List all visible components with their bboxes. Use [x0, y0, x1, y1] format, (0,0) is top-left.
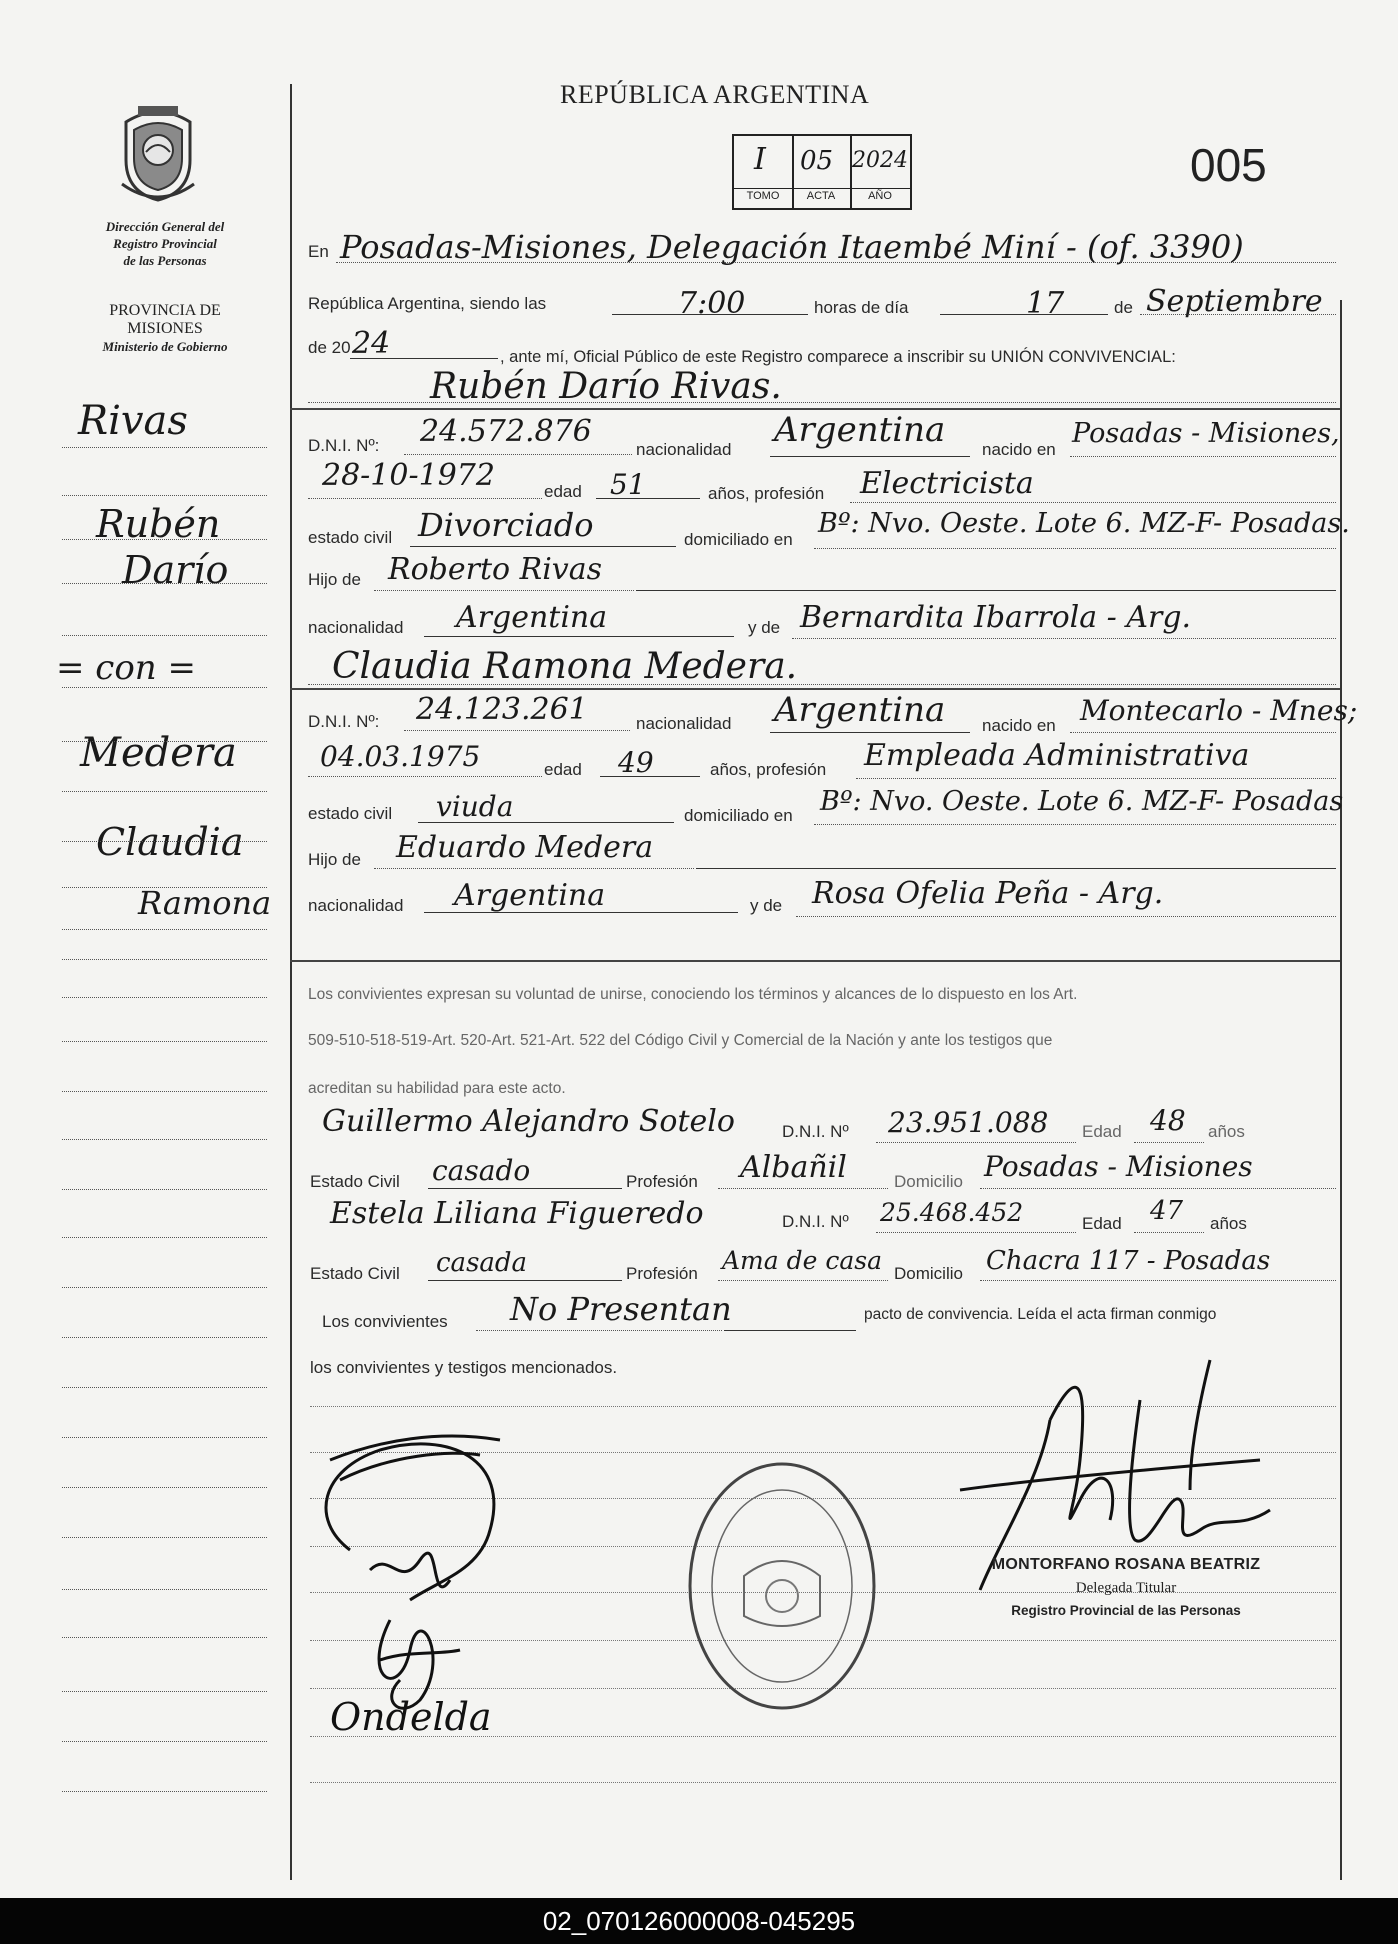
margin-dotted-line [62, 1486, 267, 1488]
witness1-age: 48 [1150, 1104, 1186, 1137]
margin-dotted-line [62, 1336, 267, 1338]
official-stamp [682, 1456, 882, 1716]
margin-note: = con = [56, 648, 197, 688]
witness2-dni: 25.468.452 [880, 1198, 1024, 1227]
republic-label: República Argentina, siendo las [308, 294, 547, 313]
witness1-age-label: Edad [1082, 1122, 1122, 1141]
person1-profession-label: años, profesión [708, 484, 825, 503]
person2-age-label: edad [544, 760, 582, 779]
person1-dni-label: D.N.I. Nº: [308, 436, 380, 455]
person2-father-nat: Argentina [454, 878, 606, 913]
sheet-number: 005 [1190, 139, 1267, 191]
official-name: MONTORFANO ROSANA BEATRIZ [991, 1556, 1261, 1573]
act-day: 17 [1026, 286, 1065, 321]
margin-dotted-line [62, 1286, 267, 1288]
closing-line2: los convivientes y testigos mencionados. [310, 1358, 618, 1377]
margin-note: Rubén [96, 502, 221, 546]
province-emblem [112, 100, 204, 204]
convivientes-signatures [290, 1400, 560, 1780]
margin-dotted-line [62, 958, 267, 960]
person2-age: 49 [618, 746, 654, 779]
document-code-bar [0, 1898, 1398, 1944]
person1-father: Roberto Rivas [388, 552, 603, 587]
hour-label: horas de día [814, 298, 909, 317]
person1-birthdate: 28-10-1972 [322, 458, 495, 493]
person2-profession-label: años, profesión [710, 760, 827, 779]
margin-note: Medera [80, 730, 237, 776]
person1-name: Rubén Darío Rivas. [430, 366, 782, 407]
ministry-name: Ministerio de Gobierno [102, 339, 228, 354]
margin-dotted-line [62, 1040, 267, 1042]
margin-dotted-line [62, 1588, 267, 1590]
anio-value: 2024 [852, 148, 908, 173]
acta-label: ACTA [806, 190, 836, 202]
person1-age-label: edad [544, 482, 582, 501]
person1-nationality-label: nacionalidad [636, 440, 732, 459]
org-name-line1: Dirección General del [105, 219, 225, 234]
witness1-profession-label: Profesión [626, 1172, 698, 1191]
official-office: Registro Provincial de las Personas [1011, 1603, 1241, 1618]
witness2-profession: Ama de casa [722, 1246, 882, 1275]
margin-dotted-line [62, 1790, 267, 1792]
tomo-label: TOMO [746, 190, 780, 202]
person2-name: Claudia Ramona Medera. [332, 646, 798, 687]
witness2-profession-label: Profesión [626, 1264, 698, 1283]
person2-dni: 24.123.261 [416, 692, 588, 727]
declaration-line3: acreditan su habilidad para este acto. [308, 1080, 566, 1097]
person2-nationality: Argentina [774, 690, 946, 730]
margin-dotted-line [62, 1690, 267, 1692]
person1-age: 51 [610, 468, 646, 501]
person2-civil: viuda [436, 790, 514, 823]
person2-birthdate: 04.03.1975 [320, 740, 481, 773]
person2-address-label: domiciliado en [684, 806, 793, 825]
person2-civil-label: estado civil [308, 804, 393, 823]
person2-father-nat-label: nacionalidad [308, 896, 404, 915]
person2-born: Montecarlo - Mnes; [1080, 694, 1358, 727]
declaration-line2: 509-510-518-519-Art. 520-Art. 521-Art. 522 del Código Civil y Comercial de la Nación y ante los testigos que [308, 1032, 1053, 1049]
person1-father-nat: Argentina [456, 600, 608, 635]
person1-civil: Divorciado [418, 506, 594, 544]
witness2-address-label: Domicilio [894, 1264, 963, 1283]
person1-dni: 24.572.876 [420, 414, 592, 449]
act-place: Posadas-Misiones, Delegación Itaembé Miní - (of. 3390) [340, 228, 1244, 266]
witness1-dni: 23.951.088 [888, 1106, 1049, 1139]
margin-dotted-line [62, 928, 267, 930]
en-label: En [308, 242, 329, 261]
margin-dotted-line [62, 634, 267, 636]
margin-dotted-line [62, 582, 267, 584]
witness1-civil: casado [432, 1154, 531, 1187]
org-name-line3: de las Personas [123, 253, 207, 268]
witness1-profession: Albañil [740, 1150, 847, 1185]
margin-dotted-line [62, 1740, 267, 1742]
margin-note: Rivas [78, 398, 188, 444]
closing-suffix: pacto de convivencia. Leída el acta firman conmigo [864, 1306, 1217, 1323]
margin-dotted-line [62, 538, 267, 540]
country-title: REPÚBLICA ARGENTINA [560, 80, 870, 109]
person1-address: Bº: Nvo. Oeste. Lote 6. MZ-F- Posadas. [818, 508, 1350, 539]
document-code: 02_070126000008-045295 [542, 1906, 856, 1936]
margin-dotted-line [62, 790, 267, 792]
margin-note: Ramona [138, 884, 272, 922]
witness1-name: Guillermo Alejandro Sotelo [322, 1104, 735, 1139]
person1-born-label: nacido en [982, 440, 1056, 459]
witness2-age-label: Edad [1082, 1214, 1122, 1233]
margin-note: Claudia [96, 820, 244, 864]
act-register-box [732, 134, 912, 210]
margin-dotted-line [62, 494, 267, 496]
closing-prefix: Los convivientes [322, 1312, 448, 1331]
closing-pact: No Presentan [510, 1290, 732, 1328]
witness1-address-label: Domicilio [894, 1172, 963, 1191]
margin-dotted-line [62, 840, 267, 842]
official-title: Delegada Titular [1075, 1580, 1177, 1596]
margin-dotted-line [62, 740, 267, 742]
margin-dotted-line [62, 996, 267, 998]
org-name-line2: Registro Provincial [113, 236, 217, 251]
witness1-dni-label: D.N.I. Nº [782, 1122, 849, 1141]
margin-dotted-line [62, 686, 267, 688]
person2-born-label: nacido en [982, 716, 1056, 735]
section-divider [290, 960, 1340, 962]
anio-label: AÑO [868, 190, 892, 202]
tomo-value: I [754, 142, 766, 177]
person2-nationality-label: nacionalidad [636, 714, 732, 733]
margin-dotted-line [62, 1138, 267, 1140]
witness2-age: 47 [1150, 1196, 1184, 1226]
act-year-suffix: 24 [352, 326, 391, 361]
margin-dotted-line [62, 886, 267, 888]
witness2-dni-label: D.N.I. Nº [782, 1212, 849, 1231]
margin-dotted-line [62, 1436, 267, 1438]
margin-dotted-line [62, 1636, 267, 1638]
person1-nationality: Argentina [774, 410, 946, 450]
act-month: Septiembre [1146, 284, 1323, 319]
person1-mother: Bernardita Ibarrola - Arg. [800, 600, 1192, 635]
person2-dni-label: D.N.I. Nº: [308, 712, 380, 731]
margin-dotted-line [62, 1188, 267, 1190]
person1-address-label: domiciliado en [684, 530, 793, 549]
person2-mother: Rosa Ofelia Peña - Arg. [812, 876, 1164, 911]
signature-dotted-line [310, 1782, 1336, 1783]
de-label: de [1114, 298, 1133, 317]
witness2-years-label: años [1210, 1214, 1247, 1233]
margin-note: Darío [122, 548, 229, 592]
margin-dotted-line [62, 1236, 267, 1238]
person2-father: Eduardo Medera [396, 830, 654, 865]
witness2-civil: casada [436, 1248, 528, 1278]
witness2-name: Estela Liliana Figueredo [330, 1196, 704, 1231]
witness2-address: Chacra 117 - Posadas [986, 1246, 1271, 1276]
province-line1: PROVINCIA DE [109, 302, 221, 319]
year-prefix: de 20 [308, 338, 351, 357]
person2-profession: Empleada Administrativa [864, 738, 1250, 773]
intro-text: , ante mí, Oficial Público de este Registro comparece a inscribir su UNIÓN CONVIVENCIAL: [500, 348, 1176, 366]
margin-dotted-line [62, 1536, 267, 1538]
margin-dotted-line [62, 446, 267, 448]
person1-born: Posadas - Misiones, [1072, 418, 1340, 449]
person2-address: Bº: Nvo. Oeste. Lote 6. MZ-F- Posadas [820, 786, 1344, 817]
person2-father-label: Hijo de [308, 850, 361, 869]
margin-dotted-line [62, 1090, 267, 1092]
witness1-years-label: años [1208, 1122, 1245, 1141]
act-hour: 7:00 [678, 286, 746, 321]
province-line2: MISIONES [127, 320, 203, 337]
declaration-line1: Los convivientes expresan su voluntad de unirse, conociendo los términos y alcances de lo dispuesto en los Art. [308, 986, 1078, 1003]
acta-value: 05 [800, 146, 834, 176]
second-signature: Ondelda [330, 1695, 492, 1739]
witness1-civil-label: Estado Civil [310, 1172, 400, 1191]
person1-civil-label: estado civil [308, 528, 393, 547]
person1-father-label: Hijo de [308, 570, 361, 589]
person1-father-nat-label: nacionalidad [308, 618, 404, 637]
person2-mother-label: y de [750, 896, 783, 915]
witness2-civil-label: Estado Civil [310, 1264, 400, 1283]
witness1-address: Posadas - Misiones [984, 1150, 1253, 1183]
person1-mother-label: y de [748, 618, 781, 637]
person1-profession: Electricista [860, 466, 1034, 501]
margin-dotted-line [62, 1386, 267, 1388]
